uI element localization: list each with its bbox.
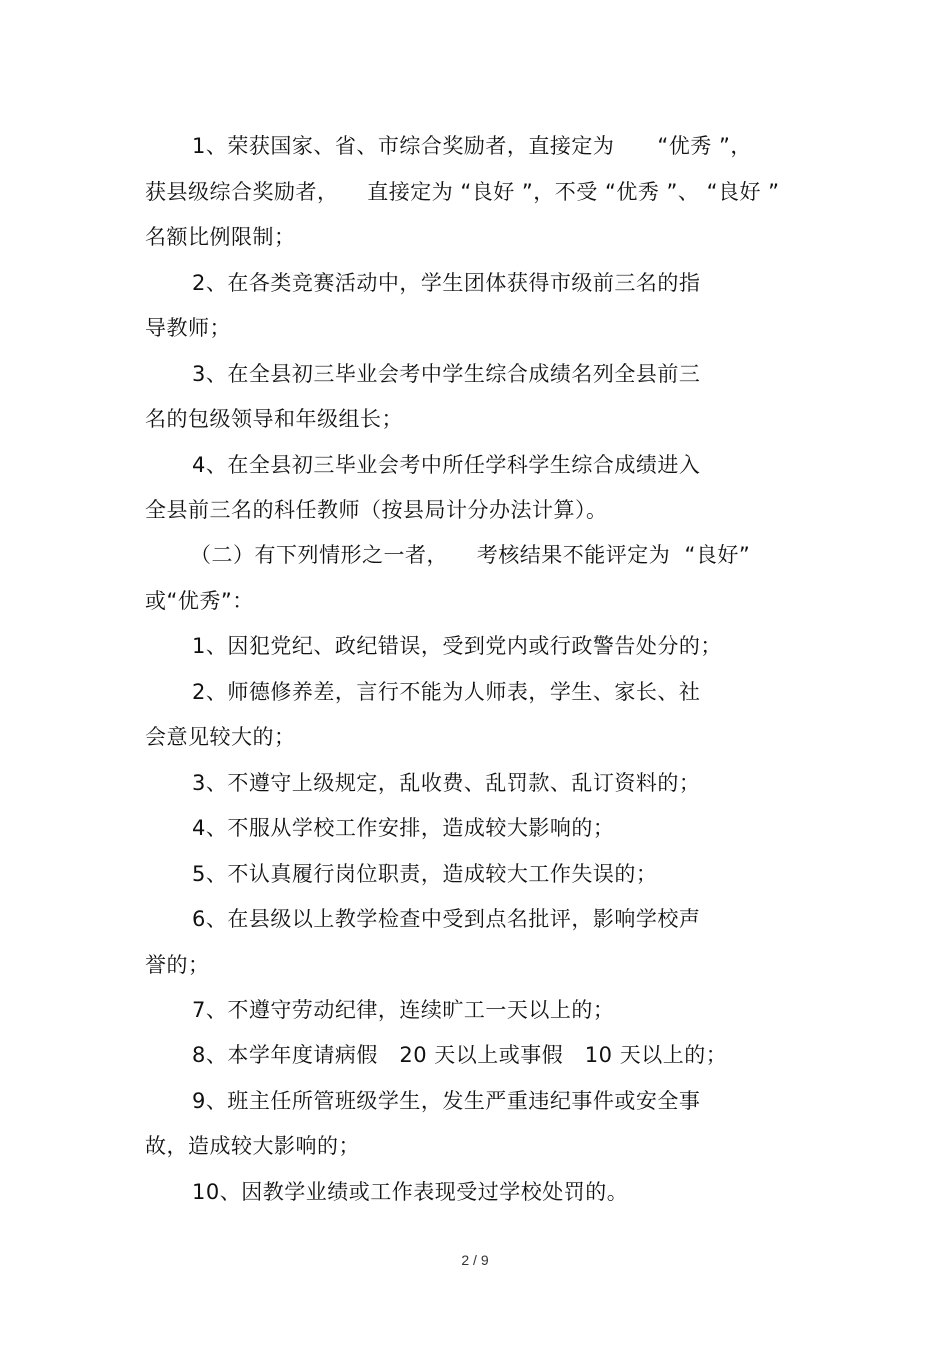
text-line: 或“优秀”： (145, 589, 254, 613)
text-line: 2、在各类竞赛活动中，学生团体获得市级前三名的指 (192, 271, 701, 295)
text-line: 9、班主任所管班级学生，发生严重违纪事件或安全事 (192, 1089, 701, 1113)
text-line: 导教师； (145, 316, 231, 340)
text-line: 7、不遵守劳动纪律，连续旷工一天以上的； (192, 998, 615, 1022)
text-line: 5、不认真履行岗位职责，造成较大工作失误的； (192, 862, 658, 886)
text-line: 获县级综合奖励者， 直接定为 “良好 ”，不受 “优秀 ”、 “良好 ” (145, 180, 780, 204)
text-line: 3、不遵守上级规定，乱收费、乱罚款、乱订资料的； (192, 771, 701, 795)
text-line: 会意见较大的； (145, 725, 296, 749)
text-line: 4、在全县初三毕业会考中所任学科学生综合成绩进入 (192, 453, 701, 477)
page-number: 2 / 9 (461, 1252, 489, 1268)
text-line: 名额比例限制； (145, 225, 296, 249)
text-line: 名的包级领导和年级组长； (145, 407, 403, 431)
text-line: 4、不服从学校工作安排，造成较大影响的； (192, 816, 615, 840)
text-line: 3、在全县初三毕业会考中学生综合成绩名列全县前三 (192, 362, 701, 386)
text-line: 故，造成较大影响的； (145, 1134, 360, 1158)
text-line: 10、因教学业绩或工作表现受过学校处罚的。 (192, 1180, 629, 1204)
section-heading: （二）有下列情形之一者， 考核结果不能评定为 “良好” (190, 543, 751, 567)
text-line: 誉的； (145, 953, 210, 977)
text-line: 全县前三名的科任教师（按县局计分办法计算）。 (145, 498, 608, 522)
text-line: 1、因犯党纪、政纪错误，受到党内或行政警告处分的； (192, 634, 722, 658)
text-line: 1、荣获国家、省、市综合奖励者，直接定为 “优秀 ”， (192, 134, 752, 158)
text-line: 2、师德修养差，言行不能为人师表，学生、家长、社 (192, 680, 701, 704)
text-line: 6、在县级以上教学检查中受到点名批评，影响学校声 (192, 907, 701, 931)
text-line: 8、本学年度请病假 20 天以上或事假 10 天以上的； (192, 1043, 728, 1067)
